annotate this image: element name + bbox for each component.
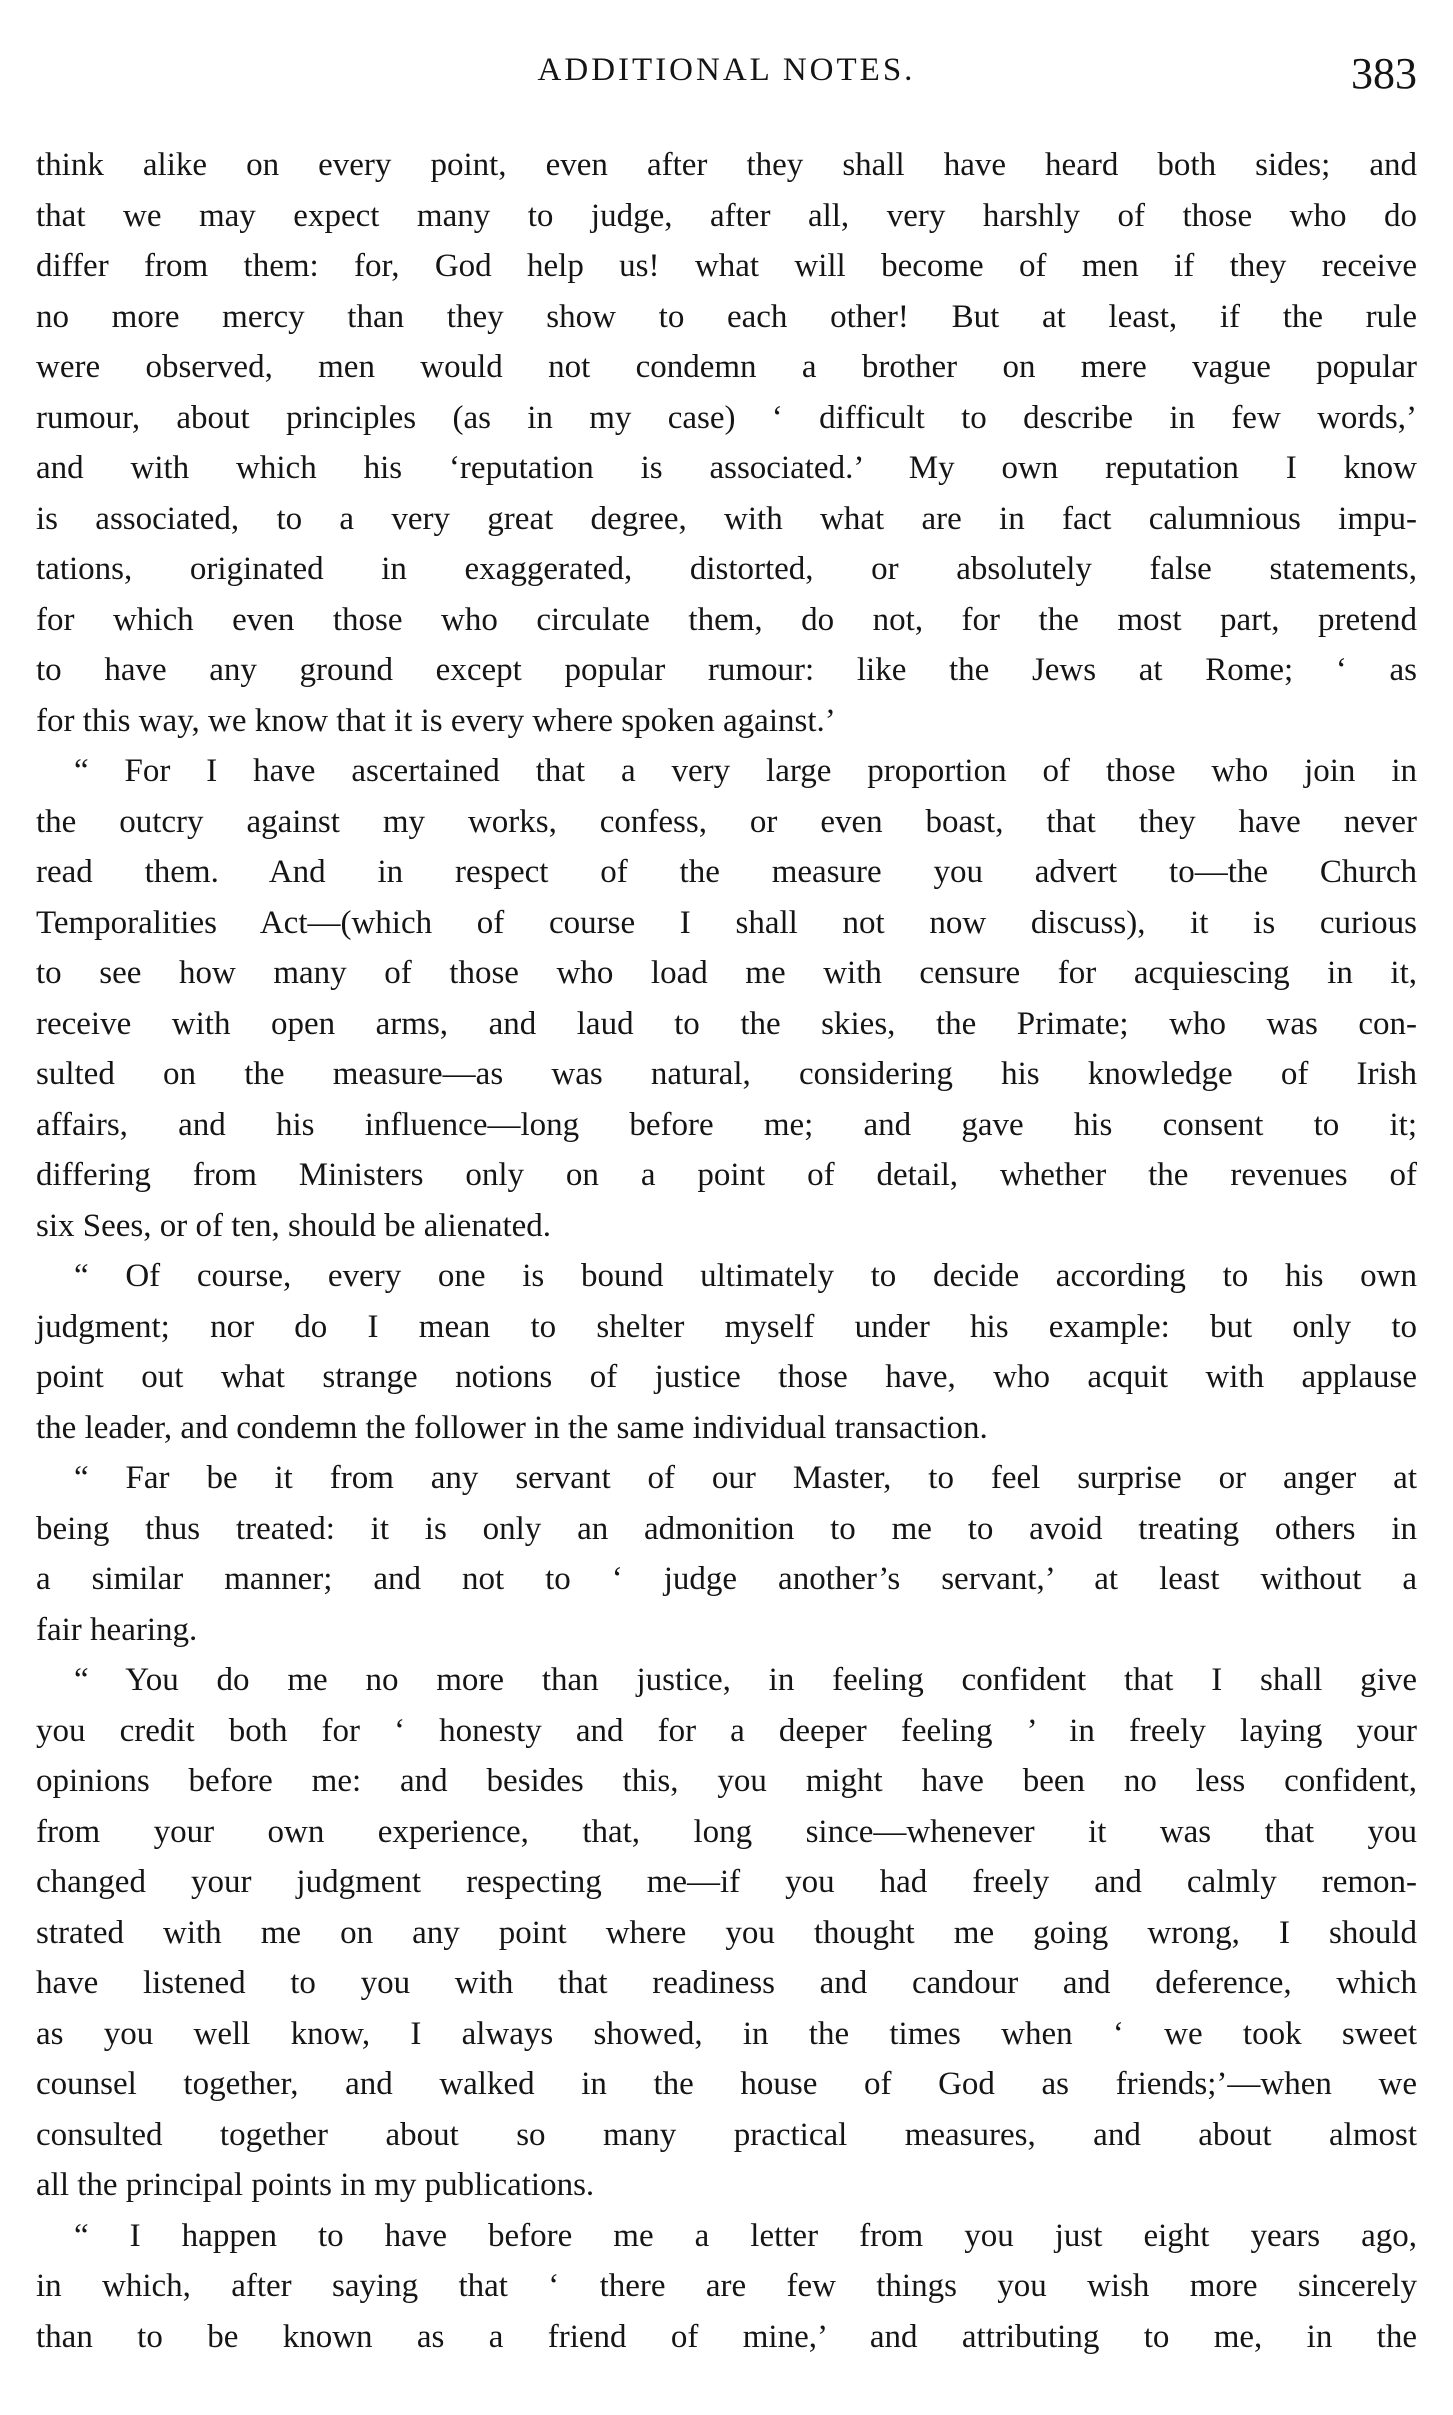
text-line: “ You do me no more than justice, in feeling confident that I shall give xyxy=(74,1662,1417,1698)
text-line: the leader, and condemn the follower in the same individual transaction. xyxy=(36,1409,988,1446)
text-line: “ Of course, every one is bound ultimately to decide according to his own xyxy=(74,1258,1417,1294)
text-line: “ Far be it from any servant of our Master, to feel surprise or anger at xyxy=(74,1460,1417,1496)
text-line: think alike on every point, even after they shall have heard both sides; and xyxy=(36,147,1417,183)
text-line: for this way, we know that it is every where spoken against.’ xyxy=(36,702,836,739)
text-line: strated with me on any point where you thought me going wrong, I should xyxy=(36,1914,1417,1951)
text-line: receive with open arms, and laud to the skies, the Primate; who was con- xyxy=(36,1005,1417,1042)
text-line: a similar manner; and not to ‘ judge another’s servant,’ at least without a xyxy=(36,1561,1417,1597)
text-line: as you well know, I always showed, in the times when ‘ we took sweet xyxy=(36,2015,1417,2052)
text-line: all the principal points in my publications. xyxy=(36,2167,595,2203)
running-title: ADDITIONAL NOTES. xyxy=(537,52,916,88)
text-line: were observed, men would not condemn a brother on mere vague popular xyxy=(36,349,1417,385)
text-line: differ from them: for, God help us! what will become of men if they receive xyxy=(36,248,1417,284)
text-line: sulted on the measure—as was natural, considering his knowledge of Irish xyxy=(36,1056,1417,1092)
running-head xyxy=(36,48,1417,98)
text-line: counsel together, and walked in the house of God as friends;’—when we xyxy=(36,2066,1417,2102)
text-line: differing from Ministers only on a point of detail, whether the revenues of xyxy=(36,1157,1417,1193)
text-line: opinions before me: and besides this, you might have been no less confident, xyxy=(36,1763,1417,1799)
text-line: from your own experience, that, long since—whenever it was that you xyxy=(36,1813,1417,1850)
text-line: “ For I have ascertained that a very large proportion of those who join in xyxy=(74,753,1417,789)
page-number: 383 xyxy=(1351,49,1417,98)
text-line: six Sees, or of ten, should be alienated. xyxy=(36,1207,552,1244)
text-line: the outcry against my works, confess, or even boast, that they have never xyxy=(36,803,1417,840)
text-line: have listened to you with that readiness and candour and deference, which xyxy=(36,1965,1417,2001)
text-line: tations, originated in exaggerated, distorted, or absolutely false statements, xyxy=(36,551,1417,587)
text-line: is associated, to a very great degree, with what are in fact calumnious impu- xyxy=(36,500,1417,537)
body-text xyxy=(36,140,1417,2362)
text-line: rumour, about principles (as in my case) ‘ difficult to describe in few words,’ xyxy=(36,399,1417,436)
text-line: consulted together about so many practical measures, and about almost xyxy=(36,2116,1417,2153)
text-line: to have any ground except popular rumour: like the Jews at Rome; ‘ as xyxy=(36,652,1417,688)
text-line: than to be known as a friend of mine,’ and attributing to me, in the xyxy=(36,2318,1417,2355)
text-line: “ I happen to have before me a letter from you just eight years ago, xyxy=(74,2217,1417,2254)
text-line: affairs, and his influence—long before me; and gave his consent to it; xyxy=(36,1106,1417,1143)
text-line: point out what strange notions of justice those have, who acquit with applause xyxy=(36,1359,1417,1395)
text-line: in which, after saying that ‘ there are few things you wish more sincerely xyxy=(36,2268,1417,2304)
text-line: read them. And in respect of the measure you advert to—the Church xyxy=(36,854,1417,890)
text-line: judgment; nor do I mean to shelter myself under his example: but only to xyxy=(36,1308,1417,1345)
text-line: for which even those who circulate them, do not, for the most part, pretend xyxy=(36,601,1417,638)
text-line: Temporalities Act—(which of course I shall not now discuss), it is curious xyxy=(36,904,1417,941)
text-line: to see how many of those who load me with censure for acquiescing in it, xyxy=(36,955,1417,991)
text-line: no more mercy than they show to each other! But at least, if the rule xyxy=(36,298,1417,335)
text-line: fair hearing. xyxy=(36,1611,198,1648)
text-line: being thus treated: it is only an admonition to me to avoid treating others in xyxy=(36,1510,1417,1547)
text-line: that we may expect many to judge, after all, very harshly of those who do xyxy=(36,197,1417,234)
text-line: changed your judgment respecting me—if you had freely and calmly remon- xyxy=(36,1864,1417,1900)
text-line: you credit both for ‘ honesty and for a deeper feeling ’ in freely laying your xyxy=(36,1712,1417,1749)
text-line: and with which his ‘reputation is associated.’ My own reputation I know xyxy=(36,450,1417,486)
